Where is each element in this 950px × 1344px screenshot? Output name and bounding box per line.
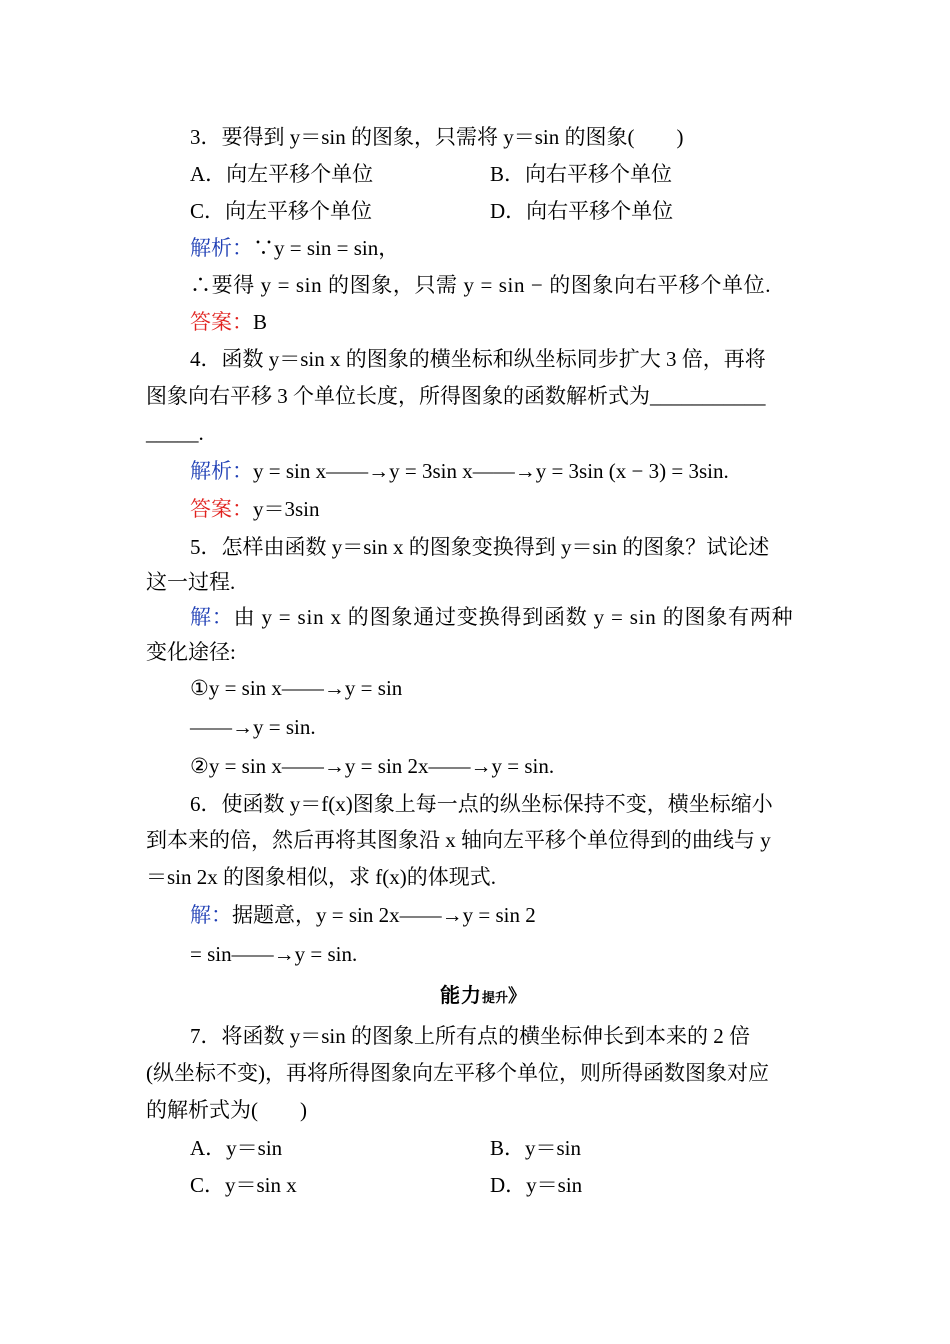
solution-text: 由 y = sin x 的图象通过变换得到函数 y = sin 的图象有两种 [233,605,794,629]
q5-stem-line1: 5．怎样由函数 y＝sin x 的图象变换得到 y＝sin 的图象？试论述 [190,535,770,559]
analysis-text: ∵y = sin = sin， [253,236,400,260]
q4-stem-line3: _____. [146,421,204,445]
q6-stem-line2: 到本来的倍，然后再将其图象沿 x 轴向左平移个单位得到的曲线与 y [146,828,771,852]
q4-answer [190,495,320,523]
solution-text: 据题意，y = sin 2x——→y = sin 2 [232,903,536,927]
analysis-text: y = sin x——→y = 3sin x——→y = 3sin (x − 3) = 3sin. [253,459,729,483]
answer-label: 答案： [190,497,253,521]
q3-option-a: A．向左平移个单位 [190,162,374,186]
q5-stem-line2: 这一过程. [146,570,236,594]
solution-label: 解： [190,605,234,629]
section-heading-ability [440,979,560,1009]
q7-stem-line2: (纵坐标不变)，再将所得图象向左平移个单位，则所得函数图象对应 [146,1061,769,1085]
q5-path2: ②y = sin x——→y = sin 2x——→y = sin. [190,754,555,778]
q3-analysis-line2: ∴要得 y = sin 的图象，只需 y = sin − 的图象向右平移个单位. [190,273,772,297]
analysis-label: 解析： [190,236,253,260]
q5-solution [190,603,793,631]
q6-stem-line1: 6．使函数 y＝f(x)图象上每一点的纵坐标保持不变，横坐标缩小 [190,792,773,816]
q4-analysis [190,457,729,485]
section-heading-small: 提升 [482,991,509,1006]
answer-label: 答案： [190,310,253,334]
solution-label: 解： [190,903,232,927]
double-chevron-icon: 》 [508,986,527,1006]
q7-option-b: B．y＝sin [490,1136,582,1160]
q6-solution-line2: = sin——→y = sin. [190,942,358,966]
q3-answer [190,308,267,336]
q3-option-b: B．向右平移个单位 [490,162,673,186]
q7-option-a: A．y＝sin [190,1136,283,1160]
q5-solution-line2: 变化途径: [146,640,236,664]
q7-option-c: C．y＝sin x [190,1173,297,1197]
q4-stem-line2: 图象向右平移 3 个单位长度，所得图象的函数解析式为___________ [146,384,766,408]
q7-stem-line3: 的解析式为( ) [146,1098,307,1122]
q6-solution [190,901,536,929]
q5-path1-cont: ——→y = sin. [190,715,316,739]
answer-text: B [253,310,268,334]
q3-stem: 3．要得到 y＝sin 的图象，只需将 y＝sin 的图象( ) [190,125,684,149]
q3-analysis [190,234,399,262]
answer-text: y＝3sin [253,497,320,521]
q7-option-d: D．y＝sin [490,1173,583,1197]
q6-stem-line3: ＝sin 2x 的图象相似，求 f(x)的体现式. [146,865,496,889]
q3-option-d: D．向右平移个单位 [490,199,674,223]
q3-option-c: C．向左平移个单位 [190,199,373,223]
q5-path1: ①y = sin x——→y = sin [190,676,403,700]
analysis-label: 解析： [190,459,253,483]
section-heading-big: 能力 [440,983,482,1007]
q4-stem-line1: 4．函数 y＝sin x 的图象的横坐标和纵坐标同步扩大 3 倍，再将 [190,347,766,371]
q7-stem-line1: 7．将函数 y＝sin 的图象上所有点的横坐标伸长到本来的 2 倍 [190,1024,751,1048]
